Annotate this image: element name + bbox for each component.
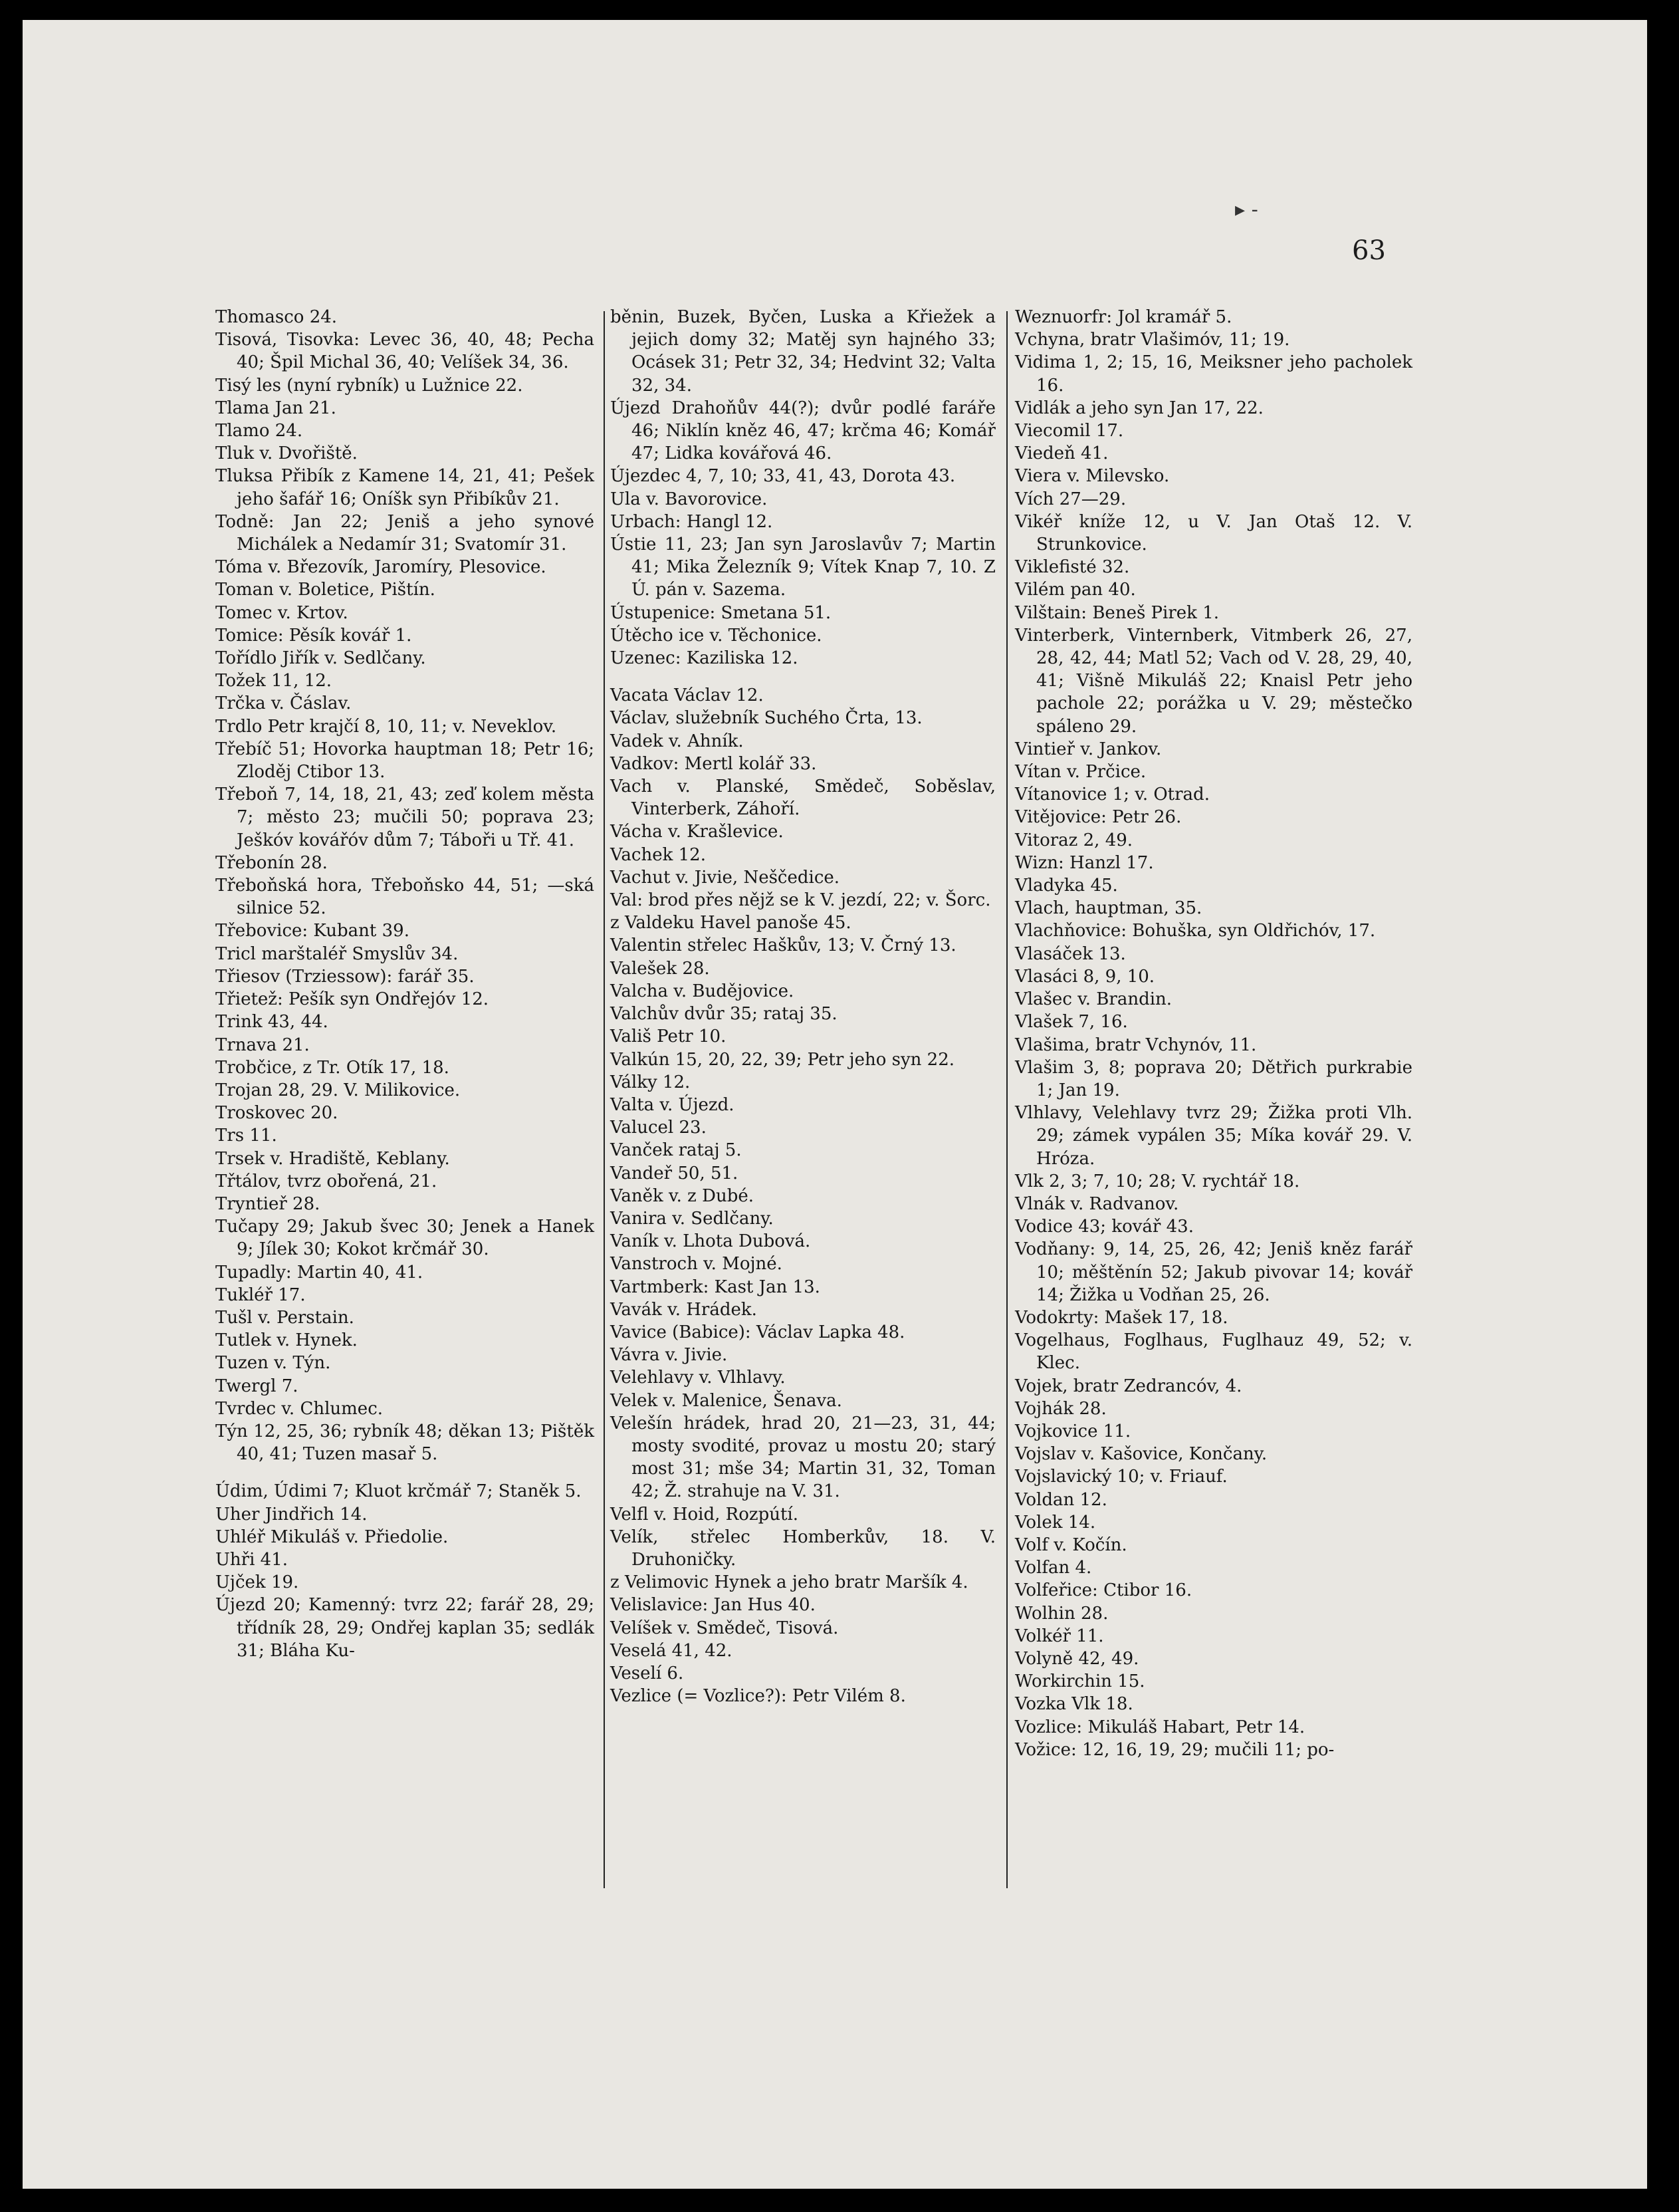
index-entry: Vích 27—29. <box>1015 489 1127 509</box>
index-entry: z Velimovic Hynek a jeho bratr Maršík 4. <box>610 1572 968 1593</box>
index-entry: Volyně 42, 49. <box>1015 1648 1139 1669</box>
index-entry: Veselá 41, 42. <box>610 1640 732 1661</box>
index-entry: Vadek v. Ahník. <box>610 731 744 751</box>
index-entry: Volfeřice: Ctibor 16. <box>1015 1580 1192 1601</box>
index-entry: Útěcho ice v. Těchonice. <box>610 625 822 646</box>
index-entry: Vikéř kníže 12, u V. Jan Otaš 12. V. Strunkovice. <box>1015 511 1412 555</box>
index-entry: Třiesov (Trziessow): farář 35. <box>215 966 475 987</box>
index-entry: Trdlo Petr krajčí 8, 10, 11; v. Neveklov. <box>215 716 557 737</box>
index-entry: Tupadly: Martin 40, 41. <box>215 1262 423 1283</box>
index-entry: Vanček rataj 5. <box>610 1140 742 1161</box>
index-entry: Valcha v. Budějovice. <box>610 981 794 1001</box>
index-entry: Tlamo 24. <box>215 421 303 441</box>
index-entry: Tožek 11, 12. <box>215 671 332 691</box>
index-entry: Vanira v. Sedlčany. <box>610 1208 774 1229</box>
index-entry: Tuzen v. Týn. <box>215 1353 331 1374</box>
index-entry: Trnava 21. <box>215 1035 310 1055</box>
index-entry: Újezd Drahoňův 44(?); dvůr podlé faráře 46; Niklín kněz 46, 47; krčma 46; Komář 47; Lidka kovářová 46. <box>610 398 996 464</box>
index-entry: Todně: Jan 22; Jeniš a jeho synové Michálek a Nedamír 31; Svatomír 31. <box>215 511 594 555</box>
index-entry: Troskovec 20. <box>215 1103 338 1124</box>
index-entry: Vojkovice 11. <box>1015 1421 1131 1441</box>
index-entry: Velfl v. Hoid, Rozpútí. <box>610 1504 798 1525</box>
index-entry: Val: brod přes nějž se k V. jezdí, 22; v. Šorc. <box>610 890 991 911</box>
index-entry: Velešín hrádek, hrad 20, 21—23, 31, 44; mosty svodité, provaz u mostu 20; starý most 31; mše 34; Martin 31, 32, Toman 42; Ž. strahuje na V. 31. <box>610 1413 996 1502</box>
index-entry: Vozka Vlk 18. <box>1015 1694 1133 1715</box>
index-entry: Tukléř 17. <box>215 1285 306 1305</box>
index-entry: Vališ Petr 10. <box>610 1027 727 1047</box>
index-entry: Vilém pan 40. <box>1015 580 1136 600</box>
index-entry: Trsek v. Hradiště, Keblany. <box>215 1148 450 1169</box>
index-entry: Třietež: Pešík syn Ondřejóv 12. <box>215 989 489 1010</box>
index-column-left <box>215 306 594 1662</box>
index-entry: Vladyka 45. <box>1015 876 1118 896</box>
index-entry: Újezd 20; Kamenný: tvrz 22; farář 28, 29; třídník 28, 29; Ondřej kaplan 35; sedlák 31; Bláha Ku- <box>215 1595 594 1661</box>
index-entry: Vitějovice: Petr 26. <box>1015 807 1182 828</box>
index-entry: Vožice: 12, 16, 19, 29; mučili 11; po- <box>1015 1739 1335 1760</box>
index-entry: Třeboň 7, 14, 18, 21, 43; zeď kolem města 7; město 23; mučili 50; poprava 23; Ješkóv kovářóv dům 7; Táboři u Tř. 41. <box>215 785 594 850</box>
index-entry: Tořídlo Jiřík v. Sedlčany. <box>215 648 426 669</box>
index-entry: Velek v. Malenice, Šenava. <box>610 1390 842 1411</box>
index-entry: Vanstroch v. Mojné. <box>610 1254 782 1275</box>
index-entry: Ústie 11, 23; Jan syn Jaroslavův 7; Martin 41; Mika Železník 9; Vítek Knap 7, 10. Z Ú. pán v. Sazema. <box>610 535 996 600</box>
scanned-page <box>23 20 1647 2189</box>
page-number: 63 <box>1352 235 1386 266</box>
index-entry: Vach v. Planské, Smědeč, Soběslav, Vinterberk, Záhoří. <box>610 777 996 820</box>
index-entry: Vlasáček 13. <box>1015 943 1126 964</box>
index-entry: Vaněk v. z Dubé. <box>610 1185 754 1206</box>
index-entry: Volkéř 11. <box>1015 1626 1104 1646</box>
index-entry: Vojek, bratr Zedrancóv, 4. <box>1015 1376 1242 1396</box>
index-entry: Uzenec: Kaziliska 12. <box>610 648 798 669</box>
index-entry: Újezdec 4, 7, 10; 33, 41, 43, Dorota 43. <box>610 466 956 487</box>
index-entry: Tomec v. Krtov. <box>215 602 348 623</box>
index-entry: Valucel 23. <box>610 1118 707 1138</box>
index-entry: Trobčice, z Tr. Otík 17, 18. <box>215 1057 449 1078</box>
index-entry: Vlašek 7, 16. <box>1015 1012 1128 1033</box>
index-entry: Vojslavický 10; v. Friauf. <box>1015 1467 1228 1487</box>
index-entry: Vlašim 3, 8; poprava 20; Dětřich purkrabie 1; Jan 19. <box>1015 1057 1412 1100</box>
index-entry: Třebíč 51; Hovorka hauptman 18; Petr 16; Zloděj Ctibor 13. <box>215 739 594 783</box>
index-entry: Viera v. Milevsko. <box>1015 466 1170 487</box>
index-entry: Třeboňská hora, Třeboňsko 44, 51; —ská silnice 52. <box>215 876 594 919</box>
index-entry: Vlachňovice: Bohuška, syn Oldřichóv, 17. <box>1015 921 1376 941</box>
index-entry: Vezlice (= Vozlice?): Petr Vilém 8. <box>610 1686 906 1707</box>
index-entry: Viecomil 17. <box>1015 421 1124 441</box>
index-entry: Údim, Údimi 7; Kluot krčmář 7; Staněk 5. <box>215 1481 582 1502</box>
index-entry: Tluksa Přibík z Kamene 14, 21, 41; Pešek jeho šafář 16; Oníšk syn Přibíkův 21. <box>215 466 594 509</box>
index-entry: Vlašec v. Brandin. <box>1015 989 1173 1010</box>
index-entry: Vítan v. Prčice. <box>1015 762 1147 783</box>
index-entry: Trs 11. <box>215 1126 277 1146</box>
index-entry: běnin, Buzek, Byčen, Luska a Křiežek a jejich domy 32; Matěj syn hajného 33; Ocásek 31; Petr 32, 34; Hedvint 32; Valta 32, 34. <box>610 307 996 396</box>
index-entry: Tluk v. Dvořiště. <box>215 443 358 464</box>
index-entry: Vodice 43; kovář 43. <box>1015 1217 1194 1237</box>
index-entry: Urbach: Hangl 12. <box>610 511 773 532</box>
index-entry: Tušl v. Perstain. <box>215 1307 354 1328</box>
index-entry: Uhři 41. <box>215 1549 288 1570</box>
index-entry: Vitoraz 2, 49. <box>1015 830 1133 850</box>
index-entry: Valkún 15, 20, 22, 39; Petr jeho syn 22. <box>610 1049 955 1070</box>
index-entry: Vacata Václav 12. <box>610 685 764 706</box>
index-entry: Tučapy 29; Jakub švec 30; Jenek a Hanek 9; Jílek 30; Kokot krčmář 30. <box>215 1217 594 1260</box>
index-entry: Vadkov: Mertl kolář 33. <box>610 753 817 774</box>
index-entry: Vavák v. Hrádek. <box>610 1299 757 1320</box>
index-entry: Vlnák v. Radvanov. <box>1015 1193 1179 1214</box>
index-entry: Vlasáci 8, 9, 10. <box>1015 966 1155 987</box>
index-entry: Toman v. Boletice, Pištín. <box>215 580 435 600</box>
index-entry: Tryntieř 28. <box>215 1193 320 1214</box>
index-entry: Vidlák a jeho syn Jan 17, 22. <box>1015 398 1264 418</box>
index-entry: Tisý les (nyní rybník) u Lužnice 22. <box>215 375 523 396</box>
index-entry: Vozlice: Mikuláš Habart, Petr 14. <box>1015 1717 1305 1737</box>
index-entry: Vchyna, bratr Vlašimóv, 11; 19. <box>1015 330 1290 350</box>
index-entry: Volek 14. <box>1015 1512 1096 1533</box>
index-entry: Velislavice: Jan Hus 40. <box>610 1595 816 1616</box>
index-entry: Valchův dvůr 35; rataj 35. <box>610 1004 838 1025</box>
index-entry: Vodňany: 9, 14, 25, 26, 42; Jeniš kněz farář 10; měštěnín 52; Jakub pivovar 14; kovář 14; Žižka u Vodňan 25, 26. <box>1015 1239 1412 1305</box>
index-entry: Viedeň 41. <box>1015 443 1109 464</box>
index-entry: Uhléř Mikuláš v. Přiedolie. <box>215 1527 449 1547</box>
index-entry: Vojhák 28. <box>1015 1398 1107 1419</box>
index-entry: Valešek 28. <box>610 958 710 979</box>
index-entry: Trojan 28, 29. V. Milikovice. <box>215 1080 461 1100</box>
index-entry: Twergl 7. <box>215 1376 298 1396</box>
index-entry: Vartmberk: Kast Jan 13. <box>610 1277 820 1297</box>
index-entry: Velehlavy v. Vlhlavy. <box>610 1368 786 1388</box>
index-entry: Vodokrty: Mašek 17, 18. <box>1015 1307 1228 1328</box>
index-entry: Wolhin 28. <box>1015 1603 1109 1624</box>
index-entry: Vlašima, bratr Vchynóv, 11. <box>1015 1035 1257 1055</box>
index-entry: Ujček 19. <box>215 1572 299 1593</box>
index-entry: Týn 12, 25, 36; rybník 48; děkan 13; Pištěk 40, 41; Tuzen masař 5. <box>215 1421 594 1465</box>
index-entry: Volfan 4. <box>1015 1558 1092 1578</box>
index-column-right <box>1015 306 1412 1761</box>
index-entry: Vandeř 50, 51. <box>610 1163 738 1183</box>
index-entry: Tóma v. Březovík, Jaromíry, Plesovice. <box>215 557 546 578</box>
index-entry: Weznuorfr: Jol kramář 5. <box>1015 307 1232 327</box>
index-entry: Vaník v. Lhota Dubová. <box>610 1231 811 1252</box>
index-entry: Viklefisté 32. <box>1015 557 1130 578</box>
index-entry: Vácha v. Krašlevice. <box>610 822 784 842</box>
index-entry: Vilštain: Beneš Pirek 1. <box>1015 602 1220 623</box>
index-entry: Velík, střelec Homberkův, 18. V. Druhoničky. <box>610 1527 996 1570</box>
index-entry: Vachut v. Jivie, Neščedice. <box>610 867 840 888</box>
index-entry: Valta v. Újezd. <box>610 1094 734 1115</box>
index-entry: Vlhlavy, Velehlavy tvrz 29; Žižka proti Vlh. 29; zámek vypálen 35; Míka kovář 29. V. Hróza. <box>1015 1103 1412 1169</box>
index-entry: Vlach, hauptman, 35. <box>1015 898 1202 919</box>
index-entry: Thomasco 24. <box>215 307 338 327</box>
index-entry: Workirchin 15. <box>1015 1671 1145 1692</box>
index-entry: Veselí 6. <box>610 1663 684 1683</box>
index-entry: Uher Jindřich 14. <box>215 1504 368 1525</box>
index-entry: Trink 43, 44. <box>215 1012 328 1033</box>
index-entry: Voldan 12. <box>1015 1489 1107 1510</box>
index-entry: Vávra v. Jivie. <box>610 1345 728 1366</box>
index-entry: Valentin střelec Haškův, 13; V. Črný 13. <box>610 935 956 956</box>
index-entry: Ula v. Bavorovice. <box>610 489 768 509</box>
index-entry: Války 12. <box>610 1072 691 1092</box>
index-entry: Tlama Jan 21. <box>215 398 336 418</box>
index-entry: Václav, služebník Suchého Črta, 13. <box>610 708 923 729</box>
index-column-middle <box>610 306 996 1707</box>
column-rule <box>604 311 605 1888</box>
index-entry: Tvrdec v. Chlumec. <box>215 1398 384 1419</box>
index-entry: Vítanovice 1; v. Otrad. <box>1015 785 1210 805</box>
index-entry: Vintieř v. Jankov. <box>1015 739 1162 759</box>
index-entry: Tisová, Tisovka: Levec 36, 40, 48; Pecha 40; Špil Michal 36, 40; Velíšek 34, 36. <box>215 330 594 373</box>
index-entry: Vinterberk, Vinternberk, Vitmberk 26, 27, 28, 42, 44; Matl 52; Vach od V. 28, 29, 40, 41; Višně Mikuláš 22; Knaisl Petr jeho pachole 22; porážka u V. 29; městečko spáleno 29. <box>1015 625 1412 737</box>
index-entry: Tomice: Pěsík kovář 1. <box>215 625 412 646</box>
scan-mark: ▸ - <box>1235 198 1258 221</box>
index-entry: z Valdeku Havel panoše 45. <box>610 913 851 933</box>
index-entry: Velíšek v. Smědeč, Tisová. <box>610 1618 839 1638</box>
index-entry: Volf v. Kočín. <box>1015 1535 1127 1555</box>
index-entry: Wizn: Hanzl 17. <box>1015 852 1154 873</box>
index-entry: Vojslav v. Kašovice, Končany. <box>1015 1444 1268 1465</box>
index-entry: Ústupenice: Smetana 51. <box>610 602 832 623</box>
index-entry: Tutlek v. Hynek. <box>215 1330 358 1351</box>
index-entry: Vachek 12. <box>610 844 706 865</box>
index-entry: Vogelhaus, Foglhaus, Fuglhauz 49, 52; v. Klec. <box>1015 1330 1412 1374</box>
index-entry: Trčka v. Čáslav. <box>215 693 352 714</box>
index-entry: Třebovice: Kubant 39. <box>215 921 409 941</box>
index-entry: Vidima 1, 2; 15, 16, Meiksner jeho pacholek 16. <box>1015 352 1412 396</box>
index-entry: Vlk 2, 3; 7, 10; 28; V. rychtář 18. <box>1015 1171 1300 1191</box>
index-entry: Tricl marštaléř Smyslův 34. <box>215 943 459 964</box>
index-entry: Třtálov, tvrz obořená, 21. <box>215 1171 437 1191</box>
index-entry: Třebonín 28. <box>215 852 328 873</box>
column-rule <box>1006 311 1008 1888</box>
index-entry: Vavice (Babice): Václav Lapka 48. <box>610 1322 905 1342</box>
